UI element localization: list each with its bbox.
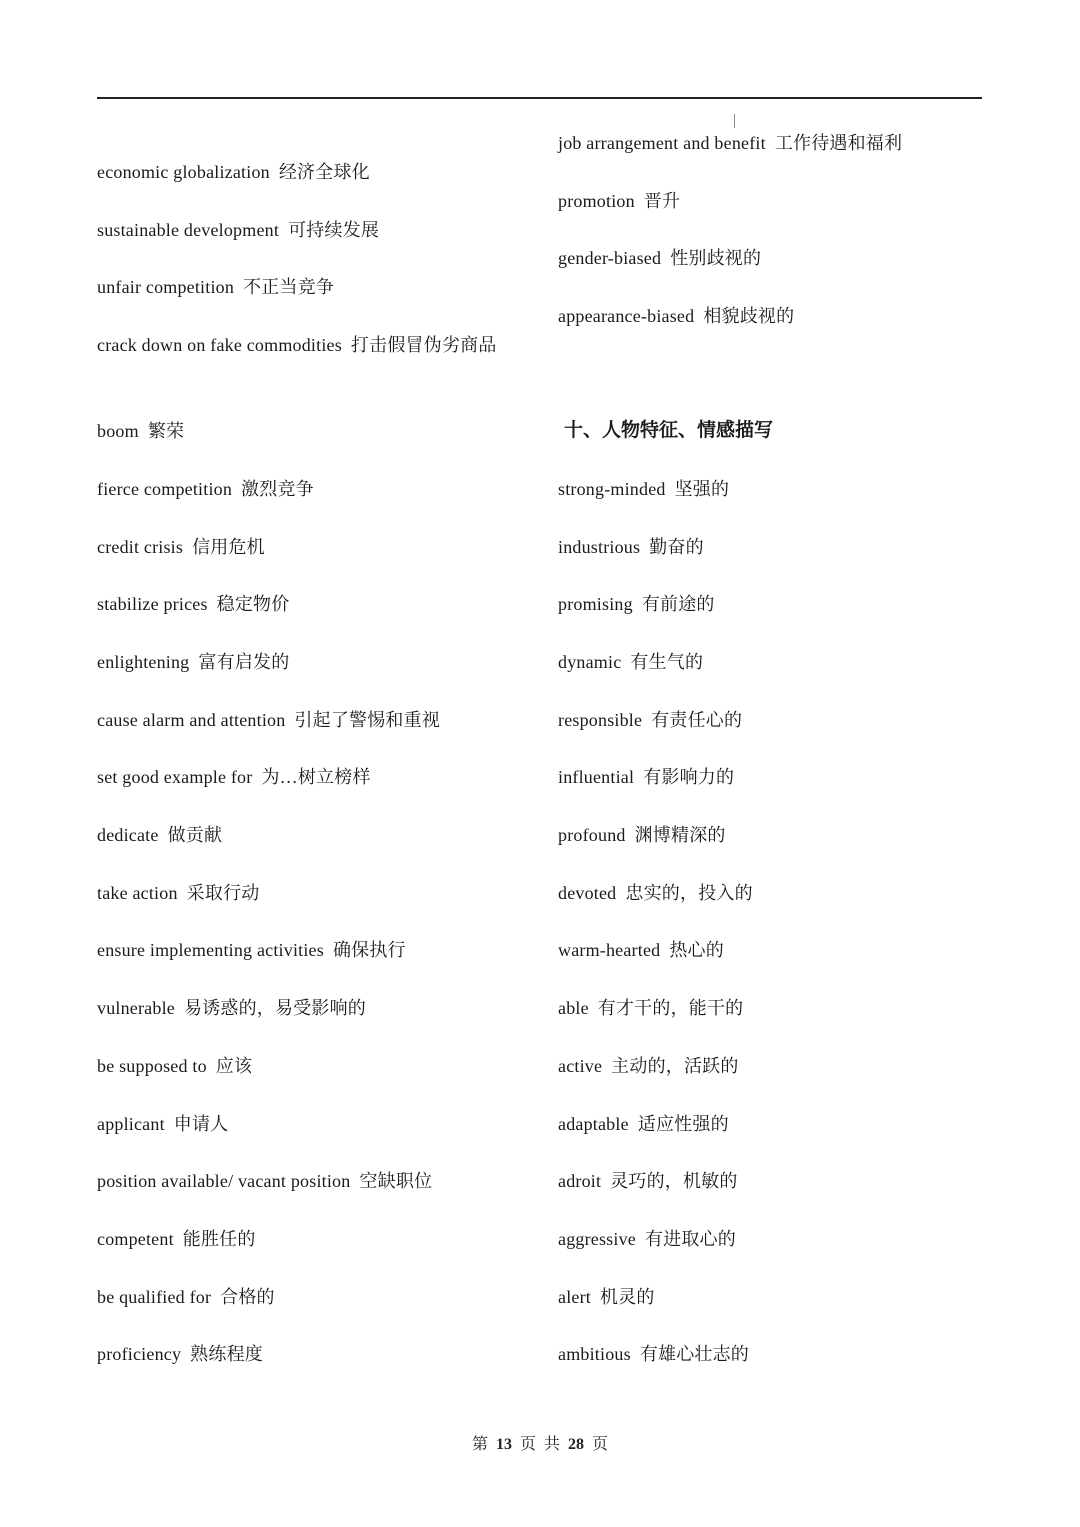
vocab-entry [97,1167,432,1195]
vocab-entry [558,590,715,618]
vocab-entry [97,590,289,618]
total-page-count: 28 [568,1436,585,1453]
entry-english: be qualified for [97,1287,212,1307]
vocab-entry [558,1167,738,1195]
entry-chinese: 经济全球化 [278,162,370,182]
vocab-entry [558,706,742,734]
vocab-entry [97,994,366,1022]
section-heading: 十、人物特征、情感描写 [564,420,774,441]
vocab-entry [97,648,289,676]
entry-english: adaptable [558,1114,629,1134]
entry-chinese: 有雄心壮志的 [639,1344,750,1364]
footer-page-word: 页 [519,1436,536,1453]
entry-chinese: 坚强的 [674,479,730,499]
entry-english: dynamic [558,652,622,672]
entry-english: economic globalization [97,162,270,182]
entry-chinese: 易诱惑的，易受影响的 [183,998,366,1018]
vocab-entry [558,1225,736,1253]
entry-chinese: 熟练程度 [190,1344,263,1364]
vocab-entry [558,1110,729,1138]
entry-english: boom [97,421,139,441]
entry-english: ensure implementing activities [97,940,324,960]
entry-english: proficiency [97,1344,182,1364]
entry-chinese: 性别歧视的 [670,248,762,268]
entry-chinese: 有前途的 [641,594,715,614]
entry-english: strong-minded [558,479,666,499]
entry-chinese: 不正当竞争 [243,277,335,297]
entry-chinese: 打击假冒伪劣商品 [350,335,497,355]
vocab-entry [558,648,703,676]
entry-chinese: 勤奋的 [649,537,704,557]
entry-chinese: 能胜任的 [182,1229,256,1249]
entry-english: promising [558,594,633,614]
entry-chinese: 激烈竞争 [241,479,314,499]
entry-english: industrious [558,537,641,557]
vocab-entry [97,1283,275,1311]
vocab-entry [97,417,184,445]
entry-chinese: 有责任心的 [651,710,743,730]
vocab-entry [558,1283,655,1311]
entry-english: competent [97,1229,174,1249]
entry-chinese: 应该 [215,1056,253,1076]
current-page-number: 13 [495,1436,512,1453]
vocab-entry [97,1340,263,1368]
footer-suffix: 页 [592,1436,609,1453]
entry-chinese: 可持续发展 [288,220,380,240]
entry-chinese: 有影响力的 [643,767,735,787]
vocab-entry [558,879,753,907]
vocab-entry [558,994,743,1022]
entry-chinese: 信用危机 [192,537,265,557]
vocab-entry [558,129,902,157]
entry-english: take action [97,883,178,903]
entry-chinese: 有生气的 [630,652,704,672]
entry-english: sustainable development [97,220,280,240]
entry-english: appearance-biased [558,306,695,326]
vocab-entry [97,1225,256,1253]
vocab-entry [558,1340,749,1368]
vocab-entry [97,1110,228,1138]
vocab-entry [558,533,704,561]
top-rule [97,97,982,99]
page-footer [0,1433,1080,1457]
vocab-entry [558,244,761,272]
entry-chinese: 为…树立榜样 [261,767,371,787]
entry-chinese: 热心的 [669,940,724,960]
entry-chinese: 空缺职位 [359,1171,433,1191]
entry-english: able [558,998,589,1018]
entry-english: dedicate [97,825,159,845]
entry-english: crack down on fake commodities [97,335,342,355]
entry-english: responsible [558,710,643,730]
vocab-entry [97,1052,252,1080]
entry-chinese: 渊博精深的 [634,825,726,845]
entry-english: gender-biased [558,248,662,268]
entry-english: be supposed to [97,1056,207,1076]
vocab-entry [97,763,371,791]
entry-chinese: 采取行动 [186,883,260,903]
entry-english: job arrangement and benefit [558,133,766,153]
entry-english: vulnerable [97,998,175,1018]
entry-english: devoted [558,883,617,903]
entry-english: warm-hearted [558,940,661,960]
vocab-entry [97,216,379,244]
entry-english: applicant [97,1114,165,1134]
entry-chinese: 晋升 [643,191,681,211]
vocab-entry [558,302,794,330]
entry-chinese: 相貌歧视的 [703,306,795,326]
entry-english: ambitious [558,1344,631,1364]
column-marker [734,114,735,128]
footer-total-word: 共 [544,1436,561,1453]
entry-chinese: 富有启发的 [198,652,290,672]
entry-chinese: 主动的，活跃的 [611,1056,739,1076]
entry-english: alert [558,1287,591,1307]
entry-chinese: 忠实的，投入的 [625,883,753,903]
vocab-entry [97,706,440,734]
entry-chinese: 确保执行 [332,940,406,960]
entry-chinese: 工作待遇和福利 [774,133,903,153]
entry-chinese: 灵巧的，机敏的 [610,1171,738,1191]
entry-english: enlightening [97,652,190,672]
entry-chinese: 做贡献 [167,825,223,845]
vocab-entry [558,475,729,503]
vocab-entry [558,821,726,849]
entry-english: position available/ vacant position [97,1171,351,1191]
vocab-entry [97,475,314,503]
entry-english: unfair competition [97,277,235,297]
entry-chinese: 繁荣 [147,421,185,441]
entry-chinese: 有进取心的 [644,1229,736,1249]
entry-chinese: 适应性强的 [637,1114,729,1134]
footer-prefix: 第 [471,1436,488,1453]
entry-english: credit crisis [97,537,184,557]
entry-english: promotion [558,191,635,211]
entry-chinese: 机灵的 [599,1287,655,1307]
entry-english: stabilize prices [97,594,208,614]
entry-english: fierce competition [97,479,233,499]
vocab-entry [97,331,525,359]
entry-chinese: 有才干的，能干的 [597,998,744,1018]
entry-english: profound [558,825,626,845]
vocab-entry [97,936,406,964]
vocab-entry [558,936,724,964]
entry-chinese: 申请人 [173,1114,229,1134]
entry-english: aggressive [558,1229,636,1249]
entry-chinese: 引起了警惕和重视 [294,710,441,730]
entry-english: cause alarm and attention [97,710,286,730]
entry-english: adroit [558,1171,602,1191]
vocab-entry [558,763,734,791]
entry-english: influential [558,767,635,787]
vocab-entry [558,187,680,215]
vocab-entry [97,821,222,849]
entry-english: set good example for [97,767,253,787]
entry-chinese: 稳定物价 [216,594,290,614]
entry-chinese: 合格的 [220,1287,275,1307]
entry-english: active [558,1056,603,1076]
vocab-entry [97,533,265,561]
vocab-entry [97,158,370,186]
vocab-entry [97,273,334,301]
vocab-entry [558,1052,739,1080]
vocab-entry [97,879,259,907]
